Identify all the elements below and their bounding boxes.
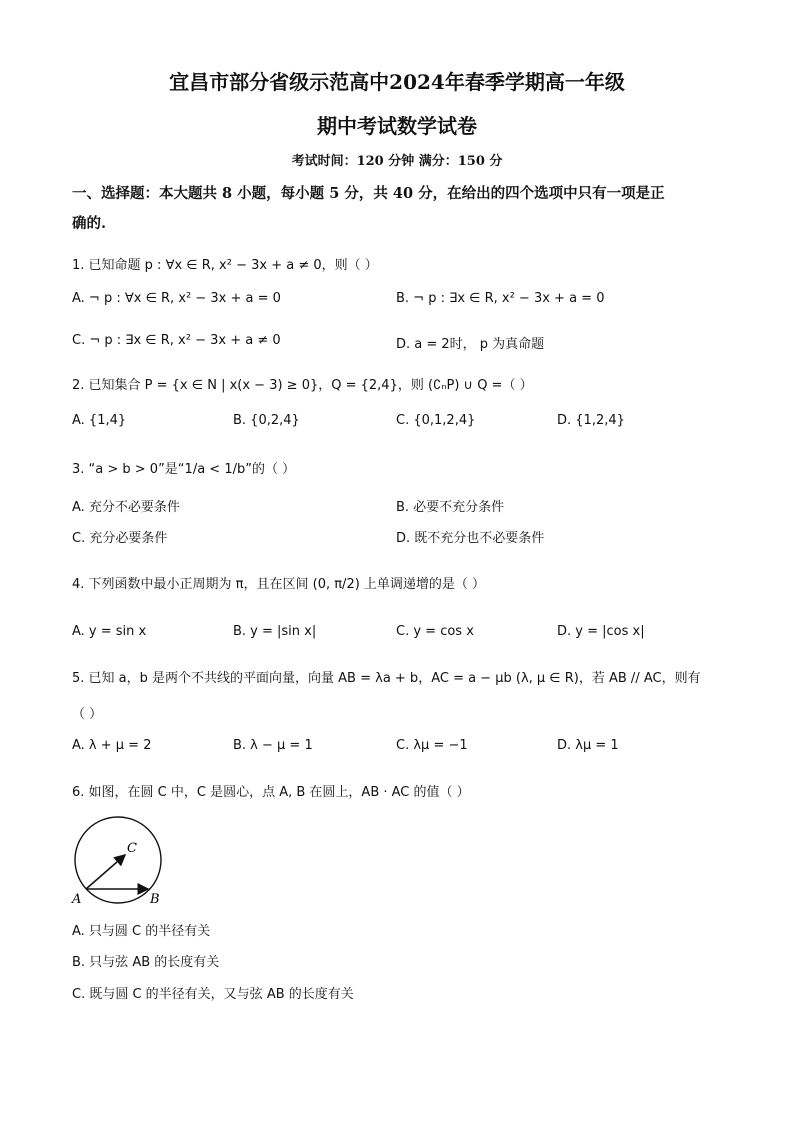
- question-3-option-a: A. 充分不必要条件: [72, 500, 180, 515]
- section-heading-line-1: 一、选择题：本大题共 8 小题，每小题 5 分，共 40 分，在给出的四个选项中只有一项是正: [72, 185, 665, 202]
- question-1-option-a: A. ¬ p : ∀x ∈ R, x² − 3x + a = 0: [72, 291, 281, 306]
- point-c-label: C: [127, 841, 137, 856]
- question-6-option-b: B. 只与弦 AB 的长度有关: [72, 955, 220, 970]
- exam-info: 考试时间：120 分钟 满分：150 分: [291, 154, 503, 169]
- question-1-stem: 1. 已知命题 p : ∀x ∈ R, x² − 3x + a ≠ 0，则（ ）: [72, 258, 378, 273]
- question-2-option-a: A. {1,4}: [72, 413, 127, 428]
- question-4-option-a: A. y = sin x: [72, 624, 147, 639]
- question-1-option-d: D. a = 2时， p 为真命题: [396, 337, 545, 352]
- question-5-option-b: B. λ − μ = 1: [233, 738, 313, 753]
- circle-c: [75, 817, 161, 903]
- question-5-option-d: D. λμ = 1: [557, 738, 619, 753]
- question-6-option-c: C. 既与圆 C 的半径有关，又与弦 AB 的长度有关: [72, 987, 354, 1002]
- question-6-stem: 6. 如图，在圆 C 中，C 是圆心，点 A, B 在圆上，AB · AC 的值（ ）: [72, 785, 470, 800]
- question-4-option-c: C. y = cos x: [396, 624, 474, 639]
- question-5-stem-continued: （ ）: [72, 707, 103, 722]
- question-5-stem: 5. 已知 a，b 是两个不共线的平面向量，向量 AB = λa + b，AC = a − μb (λ, μ ∈ R)，若 AB // AC，则有: [72, 671, 701, 686]
- question-6-option-a: A. 只与圆 C 的半径有关: [72, 924, 211, 939]
- question-3-option-c: C. 充分必要条件: [72, 531, 168, 546]
- question-2-option-d: D. {1,2,4}: [557, 413, 625, 428]
- question-3-stem: 3. “a > b > 0”是“1/a < 1/b”的（ ）: [72, 462, 296, 477]
- question-1-option-b: B. ¬ p : ∃x ∈ R, x² − 3x + a = 0: [396, 291, 605, 306]
- question-5-option-a: A. λ + μ = 2: [72, 738, 152, 753]
- question-2-option-c: C. {0,1,2,4}: [396, 413, 476, 428]
- question-3-option-b: B. 必要不充分条件: [396, 500, 505, 515]
- question-4-option-b: B. y = |sin x|: [233, 624, 317, 639]
- section-heading-line-2: 确的.: [72, 215, 107, 232]
- title-line-1: 宜昌市部分省级示范高中2024年春季学期高一年级: [169, 70, 625, 94]
- question-5-option-c: C. λμ = −1: [396, 738, 468, 753]
- vector-ac: [86, 855, 125, 889]
- question-4-stem: 4. 下列函数中最小正周期为 π，且在区间 (0, π/2) 上单调递增的是（ ）: [72, 577, 486, 592]
- question-2-stem: 2. 已知集合 P = {x ∈ N | x(x − 3) ≥ 0}，Q = {2,4}，则 (∁ₙP) ∪ Q =（ ）: [72, 378, 533, 393]
- question-4-option-d: D. y = |cos x|: [557, 624, 645, 639]
- point-b-label: B: [150, 892, 160, 907]
- question-2-option-b: B. {0,2,4}: [233, 413, 300, 428]
- point-a-label: A: [72, 892, 82, 907]
- title-line-2: 期中考试数学试卷: [317, 114, 477, 138]
- question-1-option-c: C. ¬ p : ∃x ∈ R, x² − 3x + a ≠ 0: [72, 333, 281, 348]
- circle-figure: [66, 815, 176, 910]
- question-3-option-d: D. 既不充分也不必要条件: [396, 531, 545, 546]
